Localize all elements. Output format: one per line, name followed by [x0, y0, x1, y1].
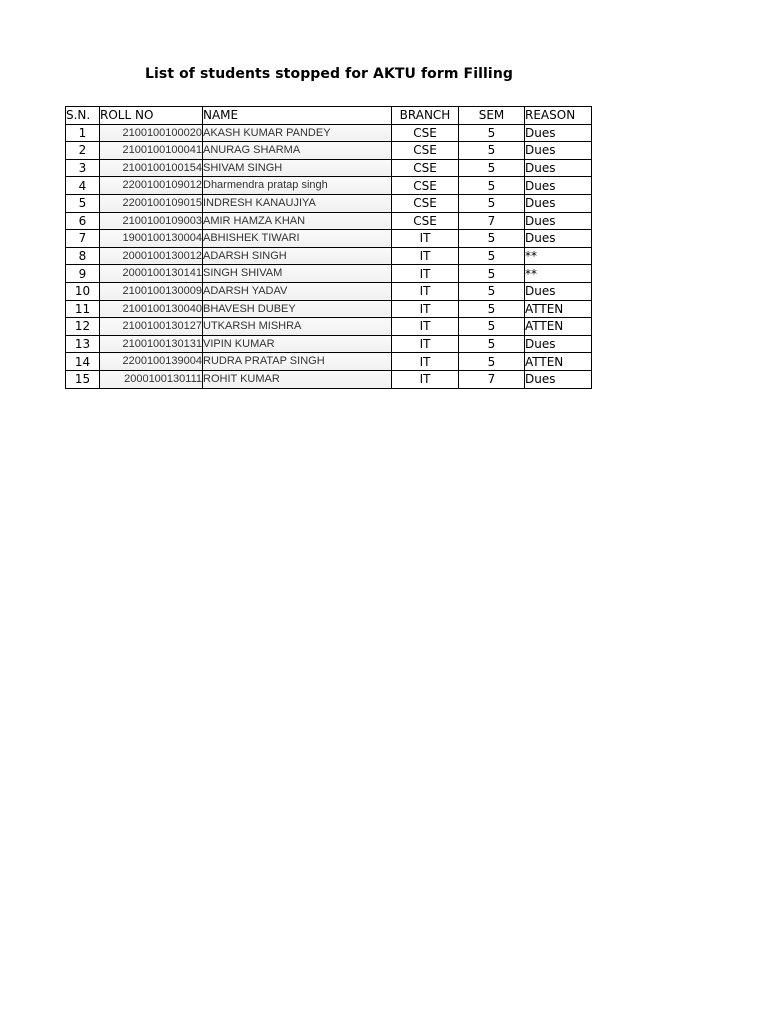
cell-name: ROHIT KUMAR	[203, 370, 392, 388]
cell-roll-no: 2100100130127	[100, 318, 203, 336]
cell-name: RUDRA PRATAP SINGH	[203, 353, 392, 371]
cell-reason: Dues	[525, 335, 592, 353]
cell-sem: 5	[459, 300, 525, 318]
cell-roll-no: 2100100130009	[100, 282, 203, 300]
table-row	[66, 353, 592, 371]
students-table	[65, 106, 592, 389]
cell-sem: 5	[459, 177, 525, 195]
cell-name: AMIR HAMZA KHAN	[203, 212, 392, 230]
cell-branch: CSE	[392, 159, 459, 177]
header-reason: REASON	[525, 107, 592, 125]
table-row	[66, 212, 592, 230]
cell-reason: **	[525, 265, 592, 283]
cell-name: AKASH KUMAR PANDEY	[203, 124, 392, 142]
table-row	[66, 300, 592, 318]
table-header-row	[66, 107, 592, 125]
cell-reason: ATTEN	[525, 300, 592, 318]
cell-sn: 11	[66, 300, 100, 318]
cell-sn: 3	[66, 159, 100, 177]
cell-name: UTKARSH MISHRA	[203, 318, 392, 336]
cell-roll-no: 2200100109012	[100, 177, 203, 195]
table-row	[66, 265, 592, 283]
cell-name: VIPIN KUMAR	[203, 335, 392, 353]
cell-roll-no: 2100100130131	[100, 335, 203, 353]
cell-roll-no: 2100100100041	[100, 142, 203, 160]
cell-sem: 5	[459, 318, 525, 336]
header-roll-no: ROLL NO	[100, 107, 203, 125]
cell-name: SHIVAM SINGH	[203, 159, 392, 177]
cell-reason: ATTEN	[525, 318, 592, 336]
cell-sem: 5	[459, 159, 525, 177]
cell-sn: 10	[66, 282, 100, 300]
cell-sem: 5	[459, 335, 525, 353]
cell-sn: 12	[66, 318, 100, 336]
cell-branch: CSE	[392, 212, 459, 230]
cell-roll-no: 2100100100020	[100, 124, 203, 142]
table-row	[66, 247, 592, 265]
cell-sn: 5	[66, 194, 100, 212]
cell-roll-no: 2100100100154	[100, 159, 203, 177]
cell-branch: CSE	[392, 142, 459, 160]
cell-reason: Dues	[525, 370, 592, 388]
cell-sn: 9	[66, 265, 100, 283]
table-body	[66, 124, 592, 388]
cell-branch: IT	[392, 335, 459, 353]
cell-sn: 14	[66, 353, 100, 371]
cell-sem: 5	[459, 124, 525, 142]
header-branch: BRANCH	[392, 107, 459, 125]
table-row	[66, 177, 592, 195]
cell-roll-no: 1900100130004	[100, 230, 203, 248]
cell-reason: Dues	[525, 194, 592, 212]
cell-roll-no: 2100100130040	[100, 300, 203, 318]
cell-reason: Dues	[525, 282, 592, 300]
cell-branch: IT	[392, 265, 459, 283]
cell-branch: IT	[392, 247, 459, 265]
cell-reason: Dues	[525, 177, 592, 195]
cell-name: SINGH SHIVAM	[203, 265, 392, 283]
header-name: NAME	[203, 107, 392, 125]
cell-roll-no: 2000100130012	[100, 247, 203, 265]
cell-sem: 5	[459, 142, 525, 160]
cell-reason: ATTEN	[525, 353, 592, 371]
table-row	[66, 230, 592, 248]
cell-sn: 1	[66, 124, 100, 142]
cell-branch: CSE	[392, 177, 459, 195]
cell-sem: 7	[459, 212, 525, 230]
table-row	[66, 142, 592, 160]
cell-sn: 2	[66, 142, 100, 160]
cell-sn: 4	[66, 177, 100, 195]
cell-reason: Dues	[525, 124, 592, 142]
cell-reason: Dues	[525, 142, 592, 160]
cell-reason: **	[525, 247, 592, 265]
cell-sem: 5	[459, 353, 525, 371]
header-sn: S.N.	[66, 107, 100, 125]
cell-sn: 15	[66, 370, 100, 388]
cell-reason: Dues	[525, 230, 592, 248]
cell-name: ADARSH SINGH	[203, 247, 392, 265]
cell-branch: IT	[392, 318, 459, 336]
cell-name: INDRESH KANAUJIYA	[203, 194, 392, 212]
page-title: List of students stopped for AKTU form Filling	[144, 66, 514, 82]
cell-roll-no: 2000100130111	[100, 370, 203, 388]
table-row	[66, 335, 592, 353]
cell-sem: 5	[459, 265, 525, 283]
cell-branch: CSE	[392, 194, 459, 212]
cell-sem: 5	[459, 282, 525, 300]
table-row	[66, 370, 592, 388]
cell-reason: Dues	[525, 159, 592, 177]
cell-name: Dharmendra pratap singh	[203, 177, 392, 195]
cell-name: ADARSH YADAV	[203, 282, 392, 300]
cell-branch: IT	[392, 370, 459, 388]
cell-sem: 5	[459, 247, 525, 265]
cell-sn: 6	[66, 212, 100, 230]
cell-name: ANURAG SHARMA	[203, 142, 392, 160]
cell-sn: 13	[66, 335, 100, 353]
cell-name: BHAVESH DUBEY	[203, 300, 392, 318]
cell-branch: CSE	[392, 124, 459, 142]
table-row	[66, 318, 592, 336]
header-sem: SEM	[459, 107, 525, 125]
cell-branch: IT	[392, 282, 459, 300]
cell-sn: 7	[66, 230, 100, 248]
cell-sem: 5	[459, 230, 525, 248]
cell-roll-no: 2200100139004	[100, 353, 203, 371]
cell-sem: 7	[459, 370, 525, 388]
cell-branch: IT	[392, 353, 459, 371]
cell-roll-no: 2000100130141	[100, 265, 203, 283]
cell-roll-no: 2100100109003	[100, 212, 203, 230]
table-row	[66, 159, 592, 177]
cell-sem: 5	[459, 194, 525, 212]
cell-reason: Dues	[525, 212, 592, 230]
table-row	[66, 282, 592, 300]
table-row	[66, 194, 592, 212]
cell-name: ABHISHEK TIWARI	[203, 230, 392, 248]
cell-branch: IT	[392, 300, 459, 318]
cell-branch: IT	[392, 230, 459, 248]
table-row	[66, 124, 592, 142]
cell-roll-no: 2200100109015	[100, 194, 203, 212]
cell-sn: 8	[66, 247, 100, 265]
